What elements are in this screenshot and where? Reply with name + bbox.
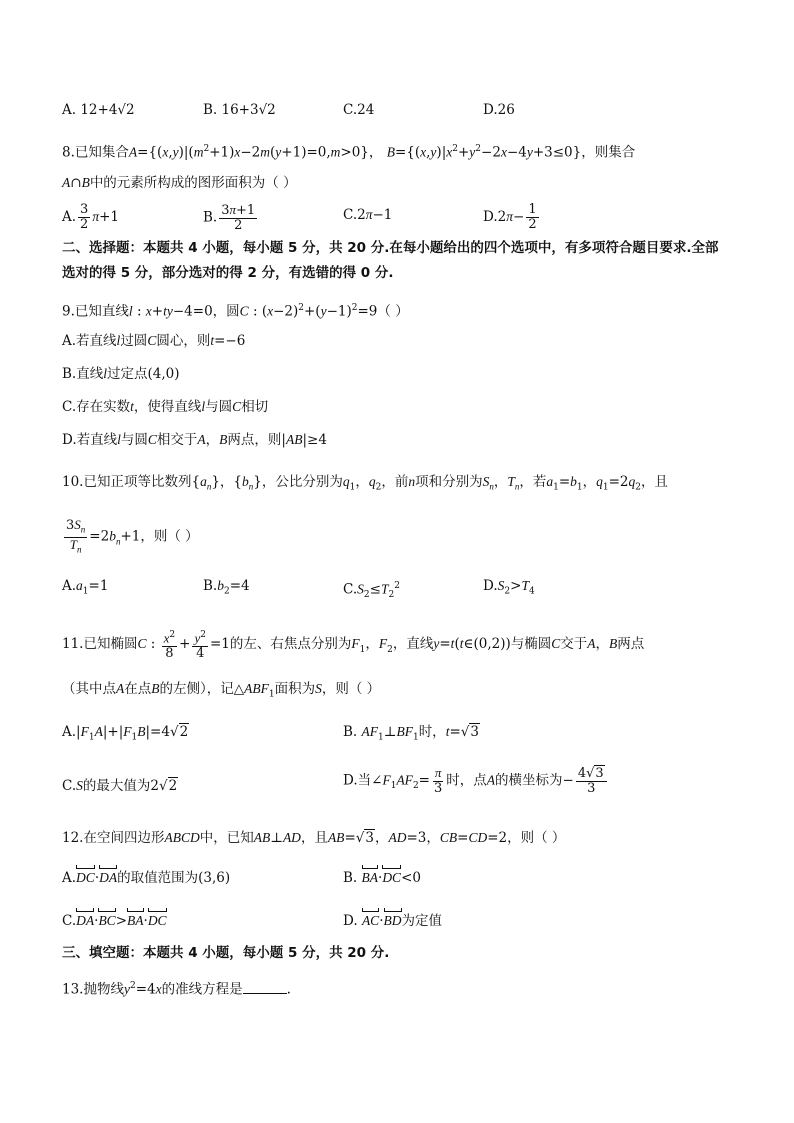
q8-stem-suffix: ，则集合 xyxy=(581,144,636,161)
q11-stem-line2: （其中点A在点B的左侧），记$\triangle ABF_1$面积为S，则（ ） xyxy=(62,681,381,700)
q9-option-b: B.直线l过定点(4,0) xyxy=(62,366,180,382)
q9-stem: 9.已知直线l : x+ty−4=0，圆C : $(x-2)^2+(y-1)^2=9$（ ） xyxy=(62,303,409,320)
q11-option-d: D.当$\angle F_1AF_2=$ $\frac{\pi}{3}$ 时，点A的横坐标为− $\frac{4√3}{3}$ xyxy=(343,766,609,796)
q9-option-c: C.存在实数t，使得直线l与圆C相切 xyxy=(62,399,269,415)
q9-option-d: D.若直线l与圆C相交于A，B两点，则|AB|≥4 xyxy=(62,432,327,448)
q7-option-d xyxy=(483,100,515,120)
q8-option-a: A. $\frac{3}{2}$ π+1 xyxy=(62,202,119,232)
q8-stem-line2: A∩B中的元素所构成的图形面积为（ ） xyxy=(62,175,297,191)
q12-stem: 12.在空间四边形ABCD中，已知AB⊥AD，且AB=√3，AD=3，CB=CD=2，则（ ） xyxy=(62,830,566,846)
section2-title-line2: 选对的得 5 分，部分选对的得 2 分，有选错的得 0 分. xyxy=(62,265,394,281)
q7-option-b xyxy=(203,100,276,120)
q8-option-d: D.2π− $\frac{1}{2}$ xyxy=(483,202,537,232)
q11-option-a: $A.|F_1A|+|F_1B|=4√2$ xyxy=(62,724,189,743)
q11-option-c: C.S的最大值为2√2 xyxy=(62,778,178,794)
q12-option-c: C.DA·BC>BA·DC xyxy=(62,913,167,929)
q7-option-c-text: C.24 xyxy=(343,102,375,118)
q8-option-c: C.2π−1 xyxy=(343,207,393,223)
q7-option-b-text: B. 16+3√2 xyxy=(203,102,276,118)
q10-stem-line2: $\frac{3S_n}{T_n}$ $=2b_n+1$，则（ ） xyxy=(66,517,199,555)
q12-option-d: D. AC·BD为定值 xyxy=(343,913,442,929)
q10-option-b: $B.b_2=4$ xyxy=(203,578,250,597)
q10-stem: 10.已知正项等比数列$\{a_n\}$，$\{b_n\}$，公比分别为$q_1$，$q_2$，前n项和分别为$S_n$，$T_n$，若$a_1=b_1$，$q_1=2q_2$，且 xyxy=(62,474,668,493)
q13-stem: 13.抛物线$y^2=4x$的准线方程是 . xyxy=(62,976,291,1000)
q8-stem: 8.已知集合$A=\{(x,y)|(m^2+1)x-2m(y+1)=0,m>0\}$， $B=\{(x,y)|x^2+y^2-2x-4y+3\le 0\}$，则集合 xyxy=(62,144,636,161)
q13-answer-blank[interactable] xyxy=(243,979,287,994)
q7-option-d-text: D.26 xyxy=(483,102,515,118)
q11-option-b: B. $AF_1\perp BF_1$时，t=√3 xyxy=(343,724,479,743)
q8-option-b: B. $\frac{3\pi+1}{2}$ xyxy=(203,202,256,233)
q10-option-a: $A.a_1=1$ xyxy=(62,578,109,597)
q7-option-a xyxy=(62,100,135,120)
q12-option-b: B. BA·DC<0 xyxy=(343,870,421,886)
q9-option-a: A.若直线l过圆C圆心，则t=−6 xyxy=(62,333,246,349)
q7-option-c xyxy=(343,100,374,120)
section2-title-line1: 二、选择题：本题共 4 小题，每小题 5 分，共 20 分.在每小题给出的四个选项中，有多项符合题目要求.全部 xyxy=(62,240,719,256)
section3-title: 三、填空题：本题共 4 小题，每小题 5 分，共 20 分. xyxy=(62,945,390,961)
q10-option-c: $C.S_2\le T_2^2$ xyxy=(343,581,400,601)
q10-option-d: $D.S_2>T_4$ xyxy=(483,578,535,597)
q8-stem-prefix: 8.已知集合 xyxy=(62,144,129,161)
q11-stem: 11.已知椭圆C : $\frac{x^2}{8}$ + $\frac{y^2}{4}$ =1的左、右焦点分别为$F_1$，$F_2$，直线y=t(t∈(0,2))与椭圆C交于A，B两点 xyxy=(62,630,645,662)
q7-option-a-text: A. 12+4√2 xyxy=(62,102,135,118)
q12-option-a: A.DC·DA的取值范围为(3,6) xyxy=(62,870,231,886)
